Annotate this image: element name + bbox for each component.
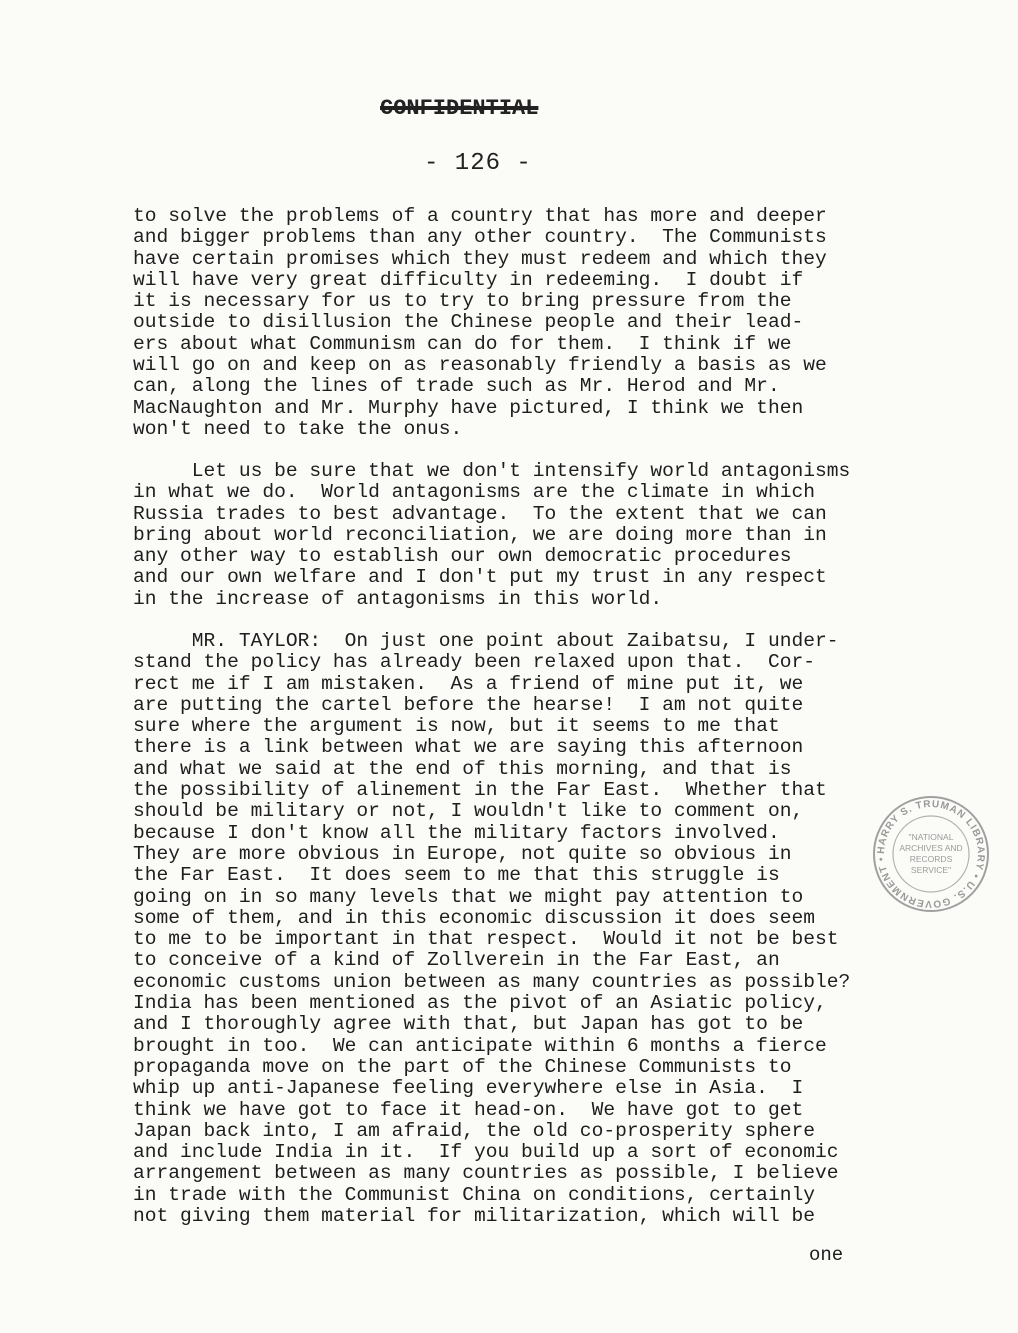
seal-line-3: RECORDS [909, 854, 953, 864]
paragraph-2: Let us be sure that we don't intensify world antagonisms in what we do. World antagonisms are the climate in which Russia trades to best advantage. To the extent that we can bring about world reconciliation, we are doing more than in any other way to establish our own democratic procedures and our own welfare and I don't put my trust in any respect in the increase of antagonisms in this world. [133, 460, 851, 610]
seal-line-1: "NATIONAL [908, 832, 954, 842]
paragraph-1: to solve the problems of a country that has more and deeper and bigger problems than any other country. The Communists have certain promises which they must redeem and which they will have very great difficulty in redeeming. I doubt if it is necessary for us to try to bring pressure from the outside to disillusion the Chinese people and their lead- ers about what Communism can do for them. I think if we will go on and keep on as reasonably friendly a basis as we can, along the lines of trade such as Mr. Herod and Mr. MacNaughton and Mr. Murphy have pictured, I think we then won't need to take the onus. [133, 205, 827, 440]
seal-line-4: SERVICE" [910, 865, 952, 875]
page-number: - 126 - [424, 150, 532, 177]
confidential-stamp: CONFIDENTIAL [380, 96, 539, 121]
truman-library-seal [872, 795, 990, 913]
seal-line-2: ARCHIVES AND [899, 843, 963, 853]
seal-ring-text: HARRY S. TRUMAN LIBRARY • U.S. GOVERNMENT • [875, 798, 987, 910]
paragraph-3: MR. TAYLOR: On just one point about Zaibatsu, I under- stand the policy has already been relaxed upon that. Cor- rect me if I am mistaken. As a friend of mine put it, we are putting the cartel before the hearse! I am not quite sure where the argument is now, but it seems to me that there is a link between what we are saying this afternoon and what we said at the end of this morning, and that is the possibility of alinement in the Far East. Whether that should be military or not, I wouldn't like to comment on, because I don't know all the military factors involved. They are more obvious in Europe, not quite so obvious in the Far East. It does seem to me that this struggle is going on in so many levels that we might pay attention to some of them, and in this economic discussion it does seem to me to be important in that respect. Would it not be best to conceive of a kind of Zollverein in the Far East, an economic customs union between as many countries as possible? India has been mentioned as the pivot of an Asiatic policy, and I thoroughly agree with that, but Japan has got to be brought in too. We can anticipate within 6 months a fierce propaganda move on the part of the Chinese Communists to whip up anti-Japanese feeling everywhere else in Asia. I think we have got to face it head-on. We have got to get Japan back into, I am afraid, the old co-prosperity sphere and include India in it. If you build up a sort of economic arrangement between as many countries as possible, I believe in trade with the Communist China on conditions, certainly not giving them material for militarization, which will be [133, 630, 851, 1228]
continuation-word: one [809, 1244, 844, 1266]
